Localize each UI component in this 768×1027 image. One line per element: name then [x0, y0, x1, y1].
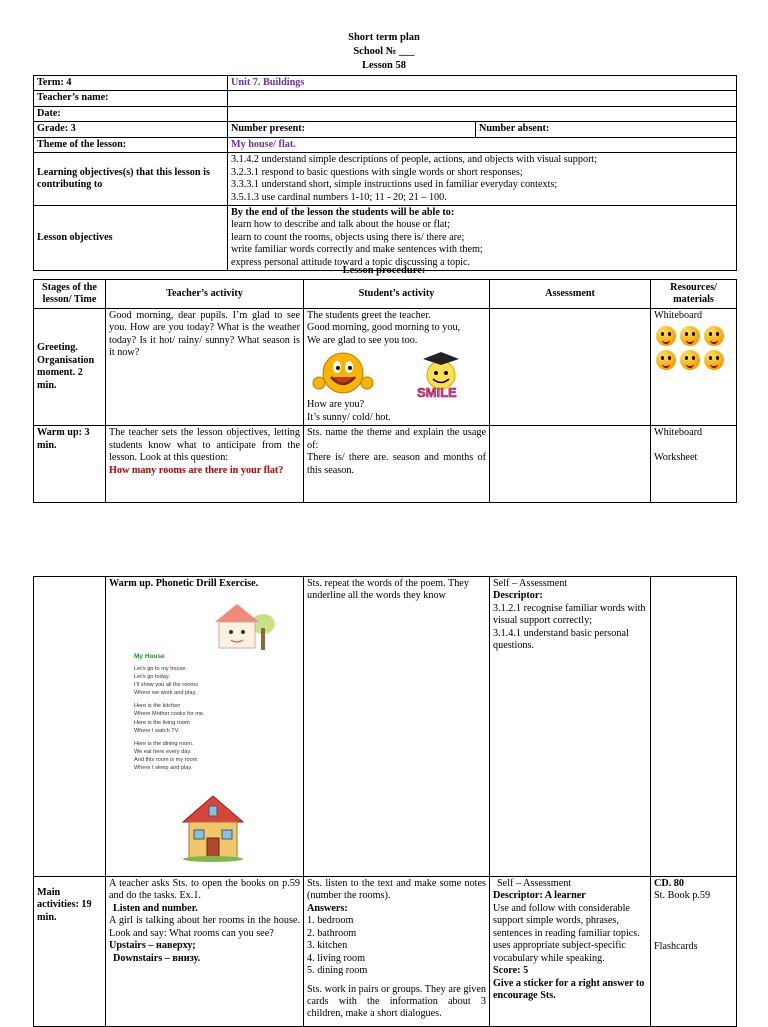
resource-flashcards: Flashcards: [654, 940, 698, 952]
phonetic-title: Warm up. Phonetic Drill Exercise.: [109, 578, 259, 589]
student-phonetic: Sts. repeat the words of the poem. They underline all the words they know: [304, 577, 490, 877]
doc-title: Short term plan: [348, 32, 420, 43]
lesson-objective-item: learn to count the rooms, objects using there is/ there are;: [231, 231, 465, 243]
stage-warmup: Warm up: 3 min.: [34, 426, 106, 503]
lo-item: 3.5.1.3 use cardinal numbers 1-10; 11 - 20; 21 – 100.: [231, 191, 447, 203]
lesson-objectives: [228, 205, 737, 270]
emoji-faces: [656, 326, 733, 370]
surprised-face-icon: [704, 326, 724, 346]
resource-book: St. Book p.59: [654, 890, 711, 902]
answers-label: Answers:: [307, 902, 348, 914]
laughing-face-icon: [680, 350, 700, 370]
poem-line: Where I watch TV.: [134, 727, 180, 734]
descriptor-item: 3.1.4.1 understand basic personal questions.: [493, 627, 629, 652]
resource-worksheet: Worksheet: [654, 451, 698, 463]
poem-worksheet: [109, 590, 300, 870]
grade: Grade: 3: [34, 122, 228, 137]
teacher-warmup: [106, 426, 304, 503]
assessment-head: Self – Assessment: [497, 878, 572, 889]
student-main: [304, 877, 490, 1027]
lo-item: 3.1.4.2 understand simple descriptions of people, actions, and objects with visual support;: [231, 154, 598, 166]
student-line: There is/ there are. season and months of this season.: [307, 452, 486, 476]
assessment-warmup: [490, 426, 651, 503]
student-greeting: [304, 309, 490, 426]
lesson-objective-item: learn how to describe and talk about the house or flat;: [231, 219, 450, 231]
sad-face-icon: [680, 326, 700, 346]
poem-text: [134, 652, 264, 772]
descriptor-label: Descriptor:: [493, 590, 543, 602]
sticker-note: Give a sticker for a right answer to encourage Sts.: [493, 977, 645, 1001]
poem-line: We eat here every day.: [134, 748, 192, 755]
student-warmup: [304, 426, 490, 503]
resources-warmup: [651, 426, 737, 503]
student-line: We are glad to see you too.: [307, 334, 418, 346]
poem-line: Where I sleep and play.: [134, 765, 193, 772]
teacher-phonetic: [106, 577, 304, 877]
student-main-text: Sts. listen to the text and make some notes (number the rooms).: [307, 878, 486, 902]
theme-label: Theme of the lesson:: [34, 137, 228, 152]
stage-greeting: Greeting. Organisation moment. 2 min.: [34, 309, 106, 426]
student-line: It’s sunny/ cold/ hot.: [307, 411, 391, 423]
poem-line: Where we work and play.: [134, 690, 197, 697]
lo-item: 3.2.3.1 respond to basic questions with single words or short responses;: [231, 166, 523, 178]
theme-value: My house/ flat.: [228, 137, 737, 152]
resources-main: [651, 877, 737, 1027]
listen-and-number: Listen and number.: [113, 902, 198, 914]
house-icon: [179, 792, 247, 862]
happy-face-icon: [656, 326, 676, 346]
number-present: Number present:: [228, 122, 476, 137]
poem-line: Here is the dining room.: [134, 740, 194, 747]
teacher-name-label: Teacher’s name:: [34, 91, 228, 106]
learning-objectives-label: Learning objectives(s) that this lesson is contributing to: [34, 153, 228, 206]
smiley-icon: [307, 347, 487, 399]
info-table: [33, 75, 737, 271]
descriptor-item: Use and follow with considerable support simple words, phrases, sentences in reading familiar topics.: [493, 902, 640, 939]
teacher-main-text: A teacher asks Sts. to open the books on p.59 and do the tasks. Ex.1.: [109, 878, 300, 902]
student-line: Sts. name the theme and explain the usage of:: [307, 427, 486, 451]
date-label: Date:: [34, 106, 228, 121]
student-line: Good morning, good morning to you,: [307, 322, 461, 334]
house-face-icon: [207, 598, 281, 656]
answer-item: 1. bedroom: [307, 915, 354, 927]
lesson-number: Lesson 58: [361, 60, 407, 71]
col-stages: Stages of the lesson/ Time: [34, 280, 106, 309]
poem-line: Here is the kitchen: [134, 703, 181, 710]
downstairs-translation: Downstairs – внизу.: [113, 952, 201, 964]
number-absent: Number absent:: [476, 122, 737, 137]
assessment-greeting: [490, 309, 651, 426]
poem-line: I'll show you all the rooms: [134, 682, 198, 689]
resource-whiteboard: Whiteboard: [654, 427, 703, 439]
descriptor-item: 3.1.2.1 recognise familiar words with visual support correctly;: [493, 602, 646, 627]
date-value: [228, 106, 737, 121]
learning-objectives: [228, 153, 737, 206]
poem-line: And this room is my room: [134, 756, 198, 763]
procedure-table: [33, 279, 737, 503]
answer-item: 5. dining room: [307, 965, 368, 977]
col-assessment: Assessment: [490, 280, 651, 309]
answer-item: 2. bathroom: [307, 927, 357, 939]
stage-main: Main activities: 19 min.: [34, 877, 106, 1027]
student-line: The students greet the teacher.: [307, 310, 431, 321]
scared-face-icon: [704, 350, 724, 370]
lo-item: 3.3.3.1 understand short, simple instructions used in familiar everyday contexts;: [231, 179, 558, 191]
col-teacher: Teacher’s activity: [106, 280, 304, 309]
upstairs-translation: Upstairs – наверху;: [109, 940, 196, 952]
resources-greeting: [651, 309, 737, 426]
stage-phonetic: [34, 577, 106, 877]
teacher-warmup-text: The teacher sets the lesson objectives, letting students know what to anticipate from the lesson. Look at this question:: [109, 427, 300, 464]
answer-item: 4. living room: [307, 952, 366, 964]
unit: Unit 7. Buildings: [228, 76, 737, 91]
procedure-table-page2: [33, 576, 737, 1027]
smiley-illustration: [307, 347, 486, 399]
angry-face-icon: [656, 350, 676, 370]
poem-line: Where Mother cooks for me.: [134, 711, 205, 718]
lesson-objective-item: express personal attitude toward a topic discussing a topic.: [231, 256, 471, 268]
lesson-objectives-head: By the end of the lesson the students will be able to:: [231, 206, 455, 218]
lesson-procedure-title: Lesson procedure:: [342, 265, 426, 276]
col-resources: Resources/ materials: [651, 280, 737, 309]
answer-item: 3. kitchen: [307, 940, 348, 952]
teacher-greeting: Good morning, dear pupils. I’m glad to see you. How are you today? What is the weather today? Is it hot/ rainy/ sunny? What season is it now?: [106, 309, 304, 426]
smile-text: SMILE: [417, 385, 457, 400]
col-student: Student’s activity: [304, 280, 490, 309]
school-number: School № ___: [353, 46, 415, 57]
lesson-objective-item: write familiar words correctly and make sentences with them;: [231, 244, 483, 256]
poem-line: Let's go today.: [134, 673, 170, 680]
resource-whiteboard: Whiteboard: [654, 310, 703, 321]
student-line: How are you?: [307, 399, 365, 411]
student-main-text: Sts. work in pairs or groups. They are given cards with the information about 3 children, make a short dialogues.: [307, 983, 486, 1020]
teacher-name-value: [228, 91, 737, 106]
lesson-objectives-label: Lesson objectives: [34, 205, 228, 270]
term: Term: 4: [34, 76, 228, 91]
poem-title: My House: [134, 653, 165, 661]
poem-line: Here is the living room: [134, 719, 190, 726]
score: Score: 5: [493, 965, 529, 977]
resource-cd: CD. 80: [654, 878, 684, 889]
teacher-main: [106, 877, 304, 1027]
assessment-head: Self – Assessment: [493, 578, 568, 589]
assessment-phonetic: [490, 577, 651, 877]
assessment-main: [490, 877, 651, 1027]
resources-phonetic: [651, 577, 737, 877]
poem-line: Let's go to my house.: [134, 665, 187, 672]
teacher-main-text: A girl is talking about her rooms in the house. Look and say: What rooms can you see?: [109, 915, 300, 939]
descriptor-item: uses appropriate subject-specific vocabulary while speaking.: [493, 940, 626, 964]
descriptor-label: Descriptor: A learner: [493, 890, 586, 902]
warmup-question: How many rooms are there in your flat?: [109, 464, 284, 476]
